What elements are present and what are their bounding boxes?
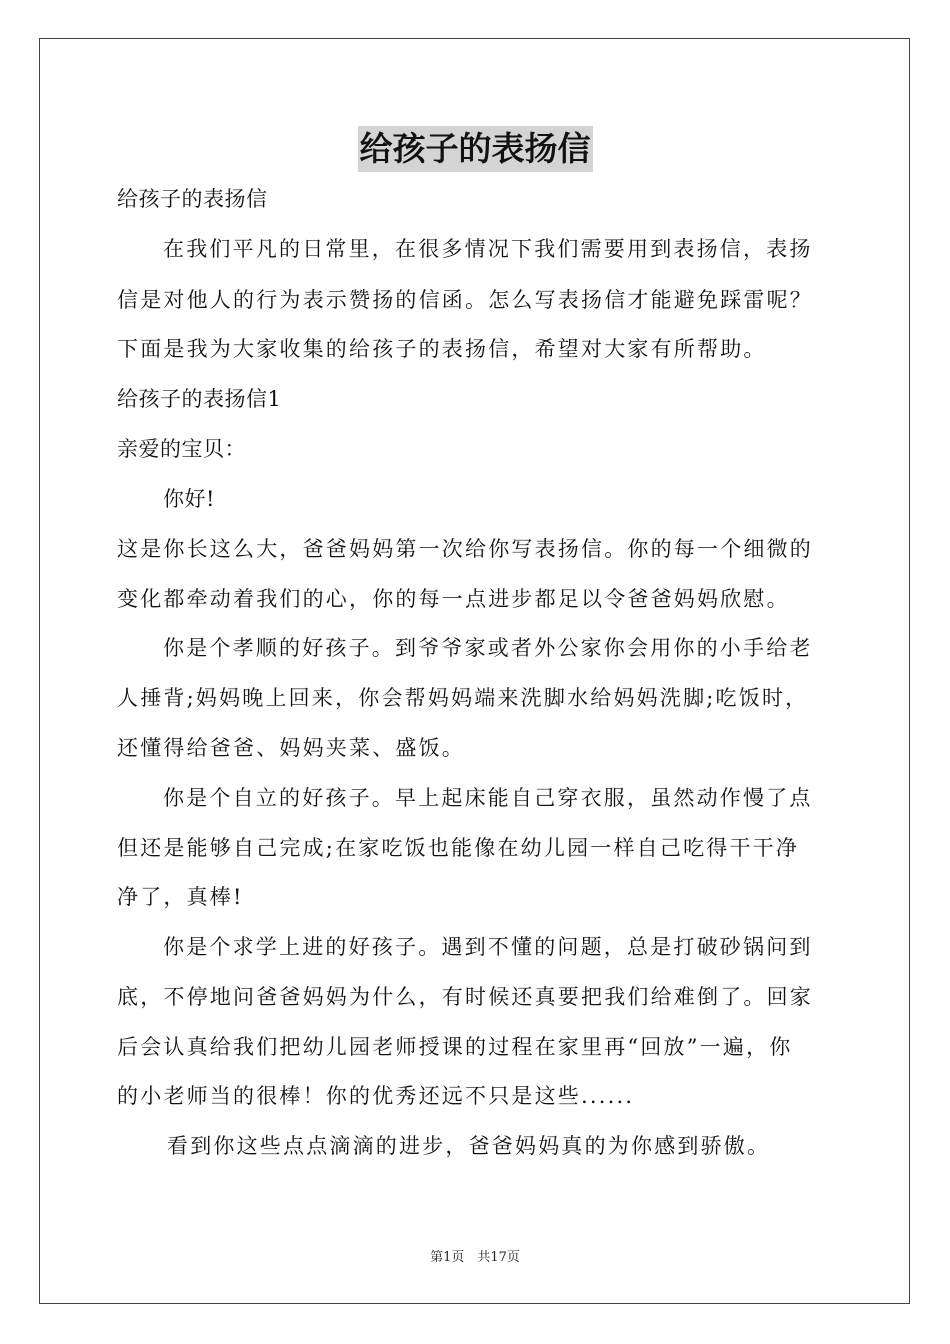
section-heading: 给孩子的表扬信1: [117, 387, 282, 411]
paragraph-line: 看到你这些点点滴滴的进步，爸爸妈妈真的为你感到骄傲。: [167, 1134, 771, 1158]
paragraph-line: 还懂得给爸爸、妈妈夹菜、盛饭。: [117, 736, 465, 760]
paragraph-line: 在我们平凡的日常里，在很多情况下我们需要用到表扬信，表扬: [163, 237, 813, 261]
page-border: [39, 38, 910, 1304]
subtitle-line: 给孩子的表扬信: [117, 187, 268, 211]
document-title: 给孩子的表扬信: [358, 126, 593, 172]
greeting: 你好!: [163, 487, 215, 511]
title-container: [0, 126, 950, 172]
paragraph-line: 人捶背;妈妈晚上回来，你会帮妈妈端来洗脚水给妈妈洗脚;吃饭时，: [117, 686, 809, 710]
paragraph-line: 信是对他人的行为表示赞扬的信函。怎么写表扬信才能避免踩雷呢？: [117, 288, 813, 312]
page-number-footer: 第1页 共17页: [430, 1250, 520, 1265]
paragraph-line: 底，不停地问爸爸妈妈为什么，有时候还真要把我们给难倒了。回家: [117, 985, 813, 1009]
paragraph-line: 你是个孝顺的好孩子。到爷爷家或者外公家你会用你的小手给老: [163, 636, 813, 660]
paragraph-line: 但还是能够自己完成;在家吃饭也能像在幼儿园一样自己吃得干干净: [117, 836, 800, 860]
paragraph-line: 这是你长这么大，爸爸妈妈第一次给你写表扬信。你的每一个细微的: [117, 537, 813, 561]
paragraph-line: 变化都牵动着我们的心，你的每一点进步都足以令爸爸妈妈欣慰。: [117, 587, 790, 611]
salutation: 亲爱的宝贝：: [117, 437, 246, 461]
paragraph-line: 你是个自立的好孩子。早上起床能自己穿衣服，虽然动作慢了点: [163, 786, 813, 810]
paragraph-line: 净了，真棒!: [117, 885, 244, 909]
paragraph-line: 下面是我为大家收集的给孩子的表扬信，希望对大家有所帮助。: [117, 337, 767, 361]
paragraph-line: 后会认真给我们把幼儿园老师授课的过程在家里再“回放”一遍，你: [117, 1035, 793, 1059]
paragraph-line: 的小老师当的很棒！你的优秀还远不只是这些......: [117, 1084, 635, 1108]
paragraph-line: 你是个求学上进的好孩子。遇到不懂的问题，总是打破砂锅问到: [163, 935, 813, 959]
